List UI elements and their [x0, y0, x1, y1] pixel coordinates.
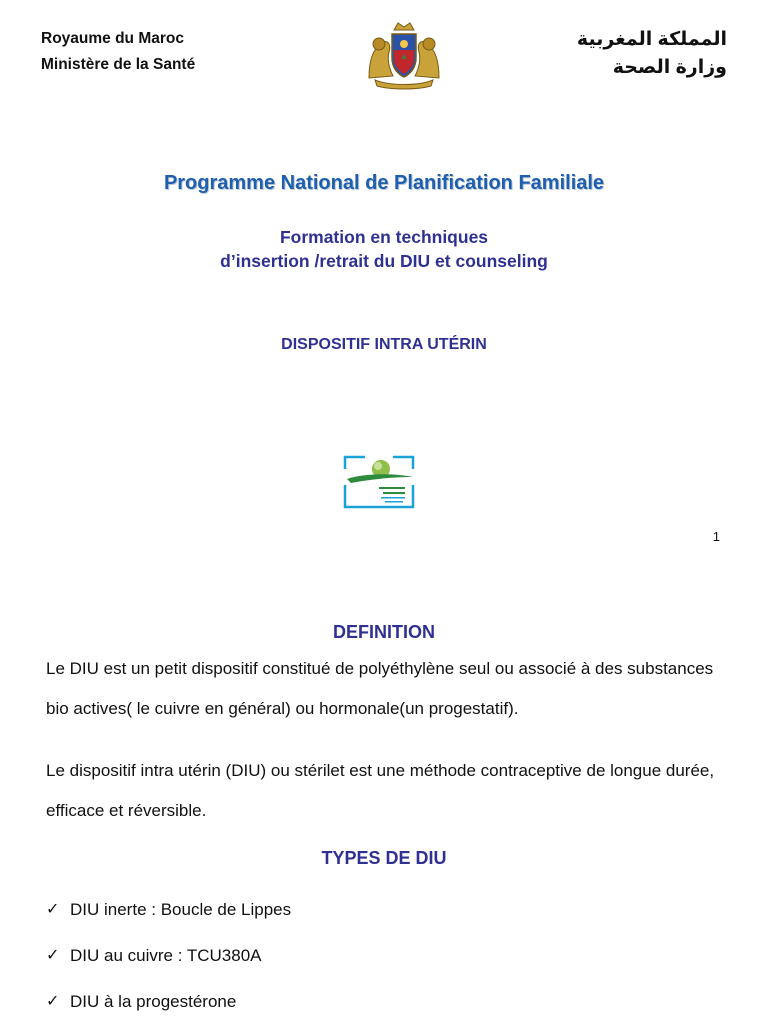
formation-subtitle — [0, 225, 768, 273]
country-name-ar: المملكة المغربية — [576, 29, 727, 50]
list-item-text: DIU à la progestérone — [70, 992, 237, 1011]
royal-coat-of-arms-icon — [363, 20, 445, 90]
definition-heading: DEFINITION — [333, 622, 435, 642]
ministry-name-fr: Ministère de la Santé — [41, 56, 196, 73]
list-item — [46, 887, 291, 933]
types-heading: TYPES DE DIU — [321, 848, 447, 868]
definition-paragraph-1: Le DIU est un petit dispositif constitué de polyéthylène seul ou associé à des substances bio actives( le cuivre en général) ou hormonale(un progestatif). — [46, 659, 714, 718]
list-item — [46, 933, 291, 979]
definition-paragraph-2: Le dispositif intra utérin (DIU) ou stérilet est une méthode contraceptive de longue durée, efficace et réversible. — [46, 761, 715, 820]
header-left-block — [41, 26, 195, 78]
country-name-fr: Royaume du Maroc — [41, 30, 184, 47]
types-list — [46, 887, 291, 1025]
formation-line-1: Formation en techniques — [279, 227, 489, 247]
list-item-text: DIU inerte : Boucle de Lippes — [70, 900, 292, 919]
subject-title: DISPOSITIF INTRA UTÉRIN — [281, 336, 487, 353]
ministry-of-health-logo-icon — [343, 455, 415, 509]
page-number: 1 — [712, 529, 720, 544]
checkmark-icon: ✓ — [46, 947, 60, 964]
header-right-block — [577, 26, 727, 82]
program-title: Programme National de Planification Familiale — [163, 172, 605, 194]
checkmark-icon: ✓ — [46, 901, 60, 918]
checkmark-icon: ✓ — [46, 993, 60, 1010]
list-item — [46, 979, 291, 1025]
list-item-text: DIU au cuivre : TCU380A — [70, 946, 262, 965]
formation-line-2: d’insertion /retrait du DIU et counseling — [220, 251, 548, 271]
ministry-name-ar: وزارة الصحة — [612, 57, 727, 78]
